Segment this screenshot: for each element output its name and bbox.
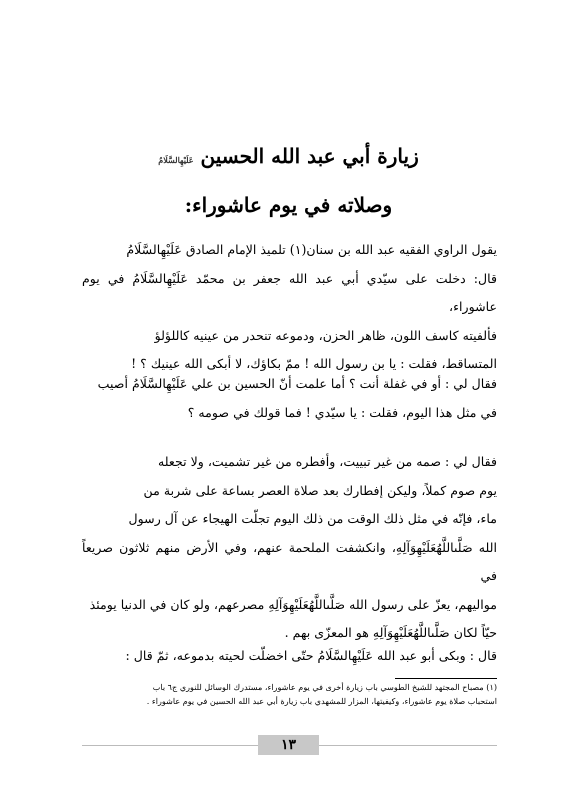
paragraph-line: فقال لي : أو في غفلة أنت ؟ أما علمت أنّ الحسين بن علي عَلَيْهِالسَّلَامُ أصيب xyxy=(97,376,497,391)
paragraph-3 xyxy=(82,448,497,648)
paragraph-2 xyxy=(82,370,497,427)
page-number: ١٣ xyxy=(280,737,297,753)
paragraph-line: فقال لي : صمه من غير تبييت، وأفطره من غير تشميت، ولا تجعله xyxy=(157,454,497,469)
page-subtitle: وصلاته في يوم عاشوراء: xyxy=(184,193,393,217)
footnote xyxy=(82,680,497,708)
paragraph-line: مواليهم، يعزّ على رسول الله صَلَّىاللَّهُعَلَيْهِوَآلِهِ مصرعهم، ولو كان في الدنيا يومئذ xyxy=(89,596,497,612)
footnote-line: (١) مصباح المجتهد للشيخ الطوسي باب زيارة أخرى في يوم عاشوراء، مستدرك الوسائل للنوري ج٦ باب xyxy=(152,682,497,692)
paragraph-line: يوم صوم كملاً، وليكن إفطارك بعد صلاة العصر بساعة على شربة من xyxy=(143,482,497,498)
paragraph-4 xyxy=(82,642,497,671)
paragraph-line: حيّاً لكان صَلَّىاللَّهُعَلَيْهِوَآلِهِ هو المعزّى بهم . xyxy=(284,625,497,640)
page-title xyxy=(40,143,537,173)
title-honorific: عَلَيْهِالسَّلَامُ xyxy=(158,155,194,165)
footnote-line: استحباب صلاة يوم عاشوراء، وكيفيتها، المزار للمشهدي باب زيارة أبي عبد الله الحسين في يوم عاشوراء . xyxy=(146,696,497,706)
paragraph-line: قال : وبكى أبو عبد الله عَلَيْهِالسَّلَامُ حتّى اخضلّت لحيته بدموعه، ثمّ قال : xyxy=(125,648,497,663)
paragraph-line: في مثل هذا اليوم، فقلت : يا سيّدي ! فما قولك في صومه ؟ xyxy=(187,404,497,420)
title-line1-text: زيارة أبي عبد الله الحسين xyxy=(200,144,419,168)
paragraph-line: فألفيته كاسف اللون، ظاهر الحزن، ودموعه تنحدر من عينيه كاللؤلؤ xyxy=(154,327,497,343)
footnote-divider xyxy=(395,678,497,679)
paragraph-line: قال: دخلت على سيّدي أبي عبد الله جعفر بن محمّد عَلَيْهِالسَّلَامُ في يوم عاشوراء، xyxy=(82,270,497,314)
paragraph-line: يقول الراوي الفقيه عبد الله بن سنان(١) تلميذ الإمام الصادق عَلَيْهِالسَّلَامُ xyxy=(126,242,497,257)
paragraph-line: الله صَلَّىاللَّهُعَلَيْهِوَآلِهِ، وانكشفت الملحمة عنهم، وفي الأرض منهم ثلاثون صريعاً في xyxy=(82,539,497,583)
paragraph-line: المتساقط، فقلت : يا بن رسول الله ! ممّ بكاؤك، لا أبكى الله عينيك ؟ ! xyxy=(131,356,497,371)
paragraph-1 xyxy=(82,236,497,379)
paragraph-line: ماء، فإنّه في مثل ذلك الوقت من ذلك اليوم تجلّت الهيجاء عن آل رسول xyxy=(128,511,497,526)
